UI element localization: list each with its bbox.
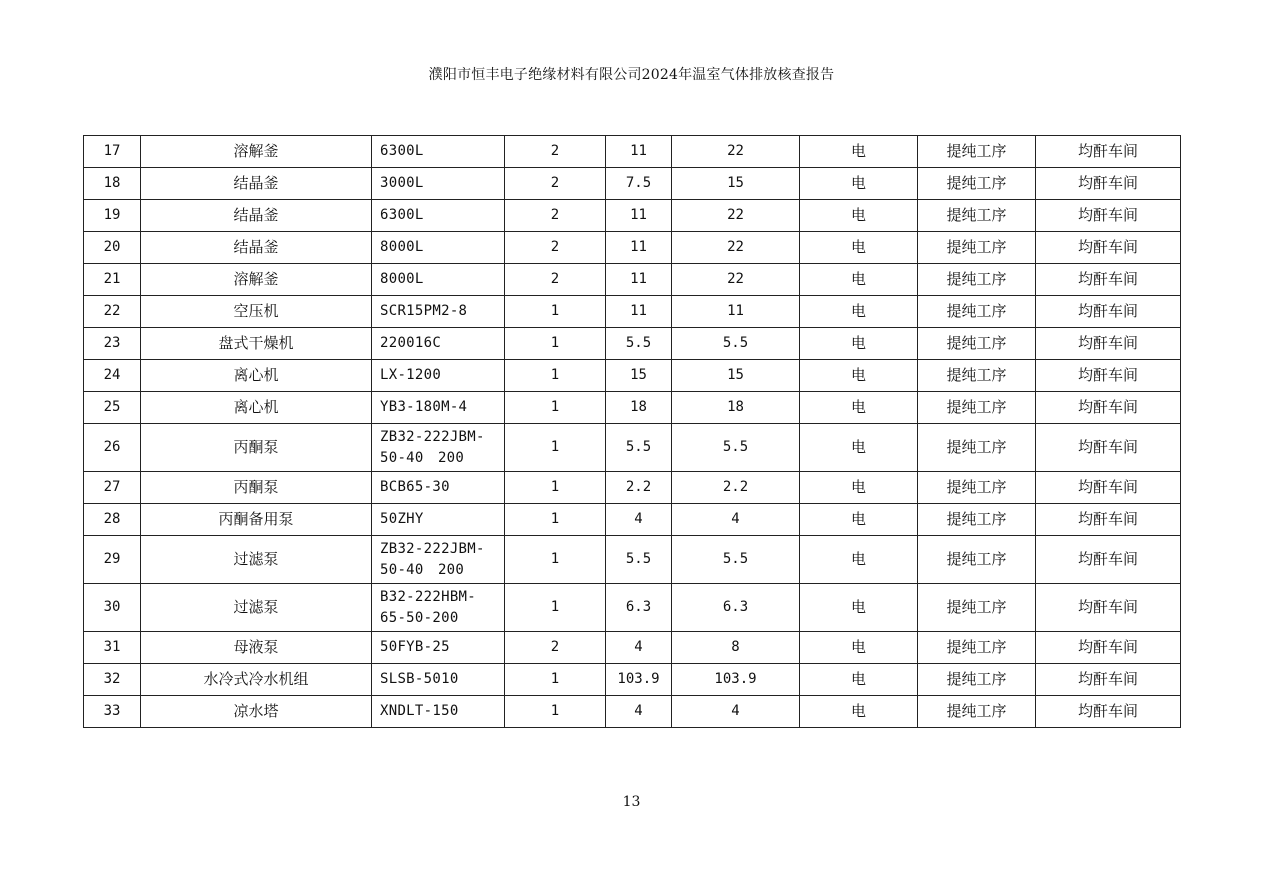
cell-total-power: 18 [672,392,800,424]
cell-total-power: 15 [672,168,800,200]
cell-energy-type: 电 [800,200,918,232]
cell-process: 提纯工序 [918,168,1036,200]
table-row [84,392,1181,424]
table-row [84,168,1181,200]
table-row [84,424,1181,472]
cell-process: 提纯工序 [918,200,1036,232]
cell-unit-power: 11 [606,200,672,232]
cell-energy-type: 电 [800,136,918,168]
cell-process: 提纯工序 [918,696,1036,728]
cell-index: 31 [84,632,141,664]
cell-unit-power: 6.3 [606,584,672,632]
cell-workshop: 均酐车间 [1036,664,1181,696]
cell-equipment-name: 过滤泵 [141,536,372,584]
cell-equipment-name: 结晶釜 [141,232,372,264]
cell-equipment-name: 母液泵 [141,632,372,664]
table-row [84,472,1181,504]
table-row [84,136,1181,168]
cell-total-power: 22 [672,232,800,264]
table-row [84,696,1181,728]
cell-process: 提纯工序 [918,664,1036,696]
cell-model: XNDLT-150 [372,696,505,728]
cell-unit-power: 5.5 [606,536,672,584]
cell-total-power: 4 [672,504,800,536]
table-row [84,632,1181,664]
cell-unit-power: 7.5 [606,168,672,200]
cell-unit-power: 5.5 [606,328,672,360]
cell-index: 22 [84,296,141,328]
table-row [84,504,1181,536]
table-row [84,264,1181,296]
cell-unit-power: 103.9 [606,664,672,696]
cell-model: 6300L [372,200,505,232]
cell-energy-type: 电 [800,392,918,424]
cell-quantity: 1 [505,424,606,472]
cell-model: LX-1200 [372,360,505,392]
cell-total-power: 11 [672,296,800,328]
cell-process: 提纯工序 [918,424,1036,472]
cell-quantity: 1 [505,296,606,328]
cell-model: 8000L [372,264,505,296]
cell-process: 提纯工序 [918,360,1036,392]
cell-total-power: 2.2 [672,472,800,504]
cell-model: 3000L [372,168,505,200]
cell-workshop: 均酐车间 [1036,168,1181,200]
cell-equipment-name: 过滤泵 [141,584,372,632]
cell-total-power: 4 [672,696,800,728]
cell-workshop: 均酐车间 [1036,504,1181,536]
cell-model: ZB32-222JBM-50-40 200 [372,536,505,584]
cell-index: 32 [84,664,141,696]
cell-energy-type: 电 [800,264,918,296]
cell-total-power: 6.3 [672,584,800,632]
cell-total-power: 5.5 [672,536,800,584]
cell-index: 27 [84,472,141,504]
cell-process: 提纯工序 [918,536,1036,584]
cell-equipment-name: 丙酮备用泵 [141,504,372,536]
cell-equipment-name: 盘式干燥机 [141,328,372,360]
cell-equipment-name: 丙酮泵 [141,424,372,472]
cell-quantity: 2 [505,264,606,296]
cell-index: 29 [84,536,141,584]
equipment-table [83,135,1181,728]
table-row [84,328,1181,360]
cell-index: 30 [84,584,141,632]
cell-equipment-name: 空压机 [141,296,372,328]
table-row [84,360,1181,392]
cell-model: SCR15PM2-8 [372,296,505,328]
cell-workshop: 均酐车间 [1036,200,1181,232]
cell-total-power: 5.5 [672,424,800,472]
cell-model: B32-222HBM-65-50-200 [372,584,505,632]
cell-equipment-name: 凉水塔 [141,696,372,728]
cell-process: 提纯工序 [918,584,1036,632]
cell-unit-power: 11 [606,264,672,296]
cell-unit-power: 18 [606,392,672,424]
cell-energy-type: 电 [800,632,918,664]
cell-quantity: 2 [505,168,606,200]
cell-model: 6300L [372,136,505,168]
cell-quantity: 1 [505,504,606,536]
page-number: 13 [622,794,641,810]
cell-energy-type: 电 [800,584,918,632]
cell-unit-power: 2.2 [606,472,672,504]
cell-total-power: 5.5 [672,328,800,360]
cell-process: 提纯工序 [918,232,1036,264]
cell-total-power: 22 [672,200,800,232]
cell-equipment-name: 结晶釜 [141,168,372,200]
cell-energy-type: 电 [800,472,918,504]
cell-quantity: 2 [505,136,606,168]
cell-equipment-name: 溶解釜 [141,264,372,296]
cell-quantity: 1 [505,584,606,632]
page-header-title: 濮阳市恒丰电子绝缘材料有限公司2024年温室气体排放核查报告 [428,67,835,83]
cell-quantity: 1 [505,696,606,728]
table-row [84,584,1181,632]
cell-process: 提纯工序 [918,632,1036,664]
cell-energy-type: 电 [800,296,918,328]
cell-energy-type: 电 [800,360,918,392]
cell-unit-power: 5.5 [606,424,672,472]
cell-equipment-name: 丙酮泵 [141,472,372,504]
cell-equipment-name: 结晶釜 [141,200,372,232]
table-row [84,296,1181,328]
cell-workshop: 均酐车间 [1036,696,1181,728]
cell-total-power: 22 [672,264,800,296]
cell-total-power: 103.9 [672,664,800,696]
cell-model: 220016C [372,328,505,360]
cell-process: 提纯工序 [918,264,1036,296]
cell-process: 提纯工序 [918,296,1036,328]
cell-workshop: 均酐车间 [1036,328,1181,360]
cell-energy-type: 电 [800,168,918,200]
cell-index: 17 [84,136,141,168]
cell-energy-type: 电 [800,664,918,696]
cell-model: ZB32-222JBM-50-40 200 [372,424,505,472]
cell-index: 24 [84,360,141,392]
cell-total-power: 15 [672,360,800,392]
cell-index: 26 [84,424,141,472]
cell-equipment-name: 溶解釜 [141,136,372,168]
cell-equipment-name: 离心机 [141,392,372,424]
cell-quantity: 2 [505,232,606,264]
cell-workshop: 均酐车间 [1036,232,1181,264]
cell-workshop: 均酐车间 [1036,632,1181,664]
table-row [84,232,1181,264]
cell-index: 25 [84,392,141,424]
cell-index: 33 [84,696,141,728]
cell-quantity: 1 [505,536,606,584]
cell-energy-type: 电 [800,536,918,584]
cell-workshop: 均酐车间 [1036,392,1181,424]
equipment-table-body [84,136,1181,728]
cell-quantity: 1 [505,392,606,424]
cell-index: 21 [84,264,141,296]
cell-energy-type: 电 [800,328,918,360]
table-row [84,536,1181,584]
cell-workshop: 均酐车间 [1036,360,1181,392]
cell-model: SLSB-5010 [372,664,505,696]
cell-workshop: 均酐车间 [1036,472,1181,504]
cell-quantity: 1 [505,360,606,392]
cell-workshop: 均酐车间 [1036,264,1181,296]
cell-model: 50ZHY [372,504,505,536]
cell-workshop: 均酐车间 [1036,136,1181,168]
cell-unit-power: 4 [606,504,672,536]
cell-equipment-name: 离心机 [141,360,372,392]
cell-total-power: 22 [672,136,800,168]
cell-workshop: 均酐车间 [1036,584,1181,632]
cell-process: 提纯工序 [918,392,1036,424]
cell-index: 18 [84,168,141,200]
cell-energy-type: 电 [800,504,918,536]
table-row [84,664,1181,696]
cell-equipment-name: 水冷式冷水机组 [141,664,372,696]
cell-model: YB3-180M-4 [372,392,505,424]
cell-index: 23 [84,328,141,360]
cell-total-power: 8 [672,632,800,664]
cell-unit-power: 11 [606,296,672,328]
cell-process: 提纯工序 [918,504,1036,536]
cell-unit-power: 11 [606,136,672,168]
cell-quantity: 1 [505,472,606,504]
cell-workshop: 均酐车间 [1036,424,1181,472]
cell-energy-type: 电 [800,232,918,264]
cell-workshop: 均酐车间 [1036,296,1181,328]
cell-workshop: 均酐车间 [1036,536,1181,584]
cell-unit-power: 4 [606,632,672,664]
cell-energy-type: 电 [800,696,918,728]
cell-unit-power: 11 [606,232,672,264]
cell-process: 提纯工序 [918,472,1036,504]
cell-model: BCB65-30 [372,472,505,504]
cell-process: 提纯工序 [918,328,1036,360]
cell-quantity: 2 [505,632,606,664]
cell-index: 28 [84,504,141,536]
table-row [84,200,1181,232]
cell-index: 19 [84,200,141,232]
cell-model: 50FYB-25 [372,632,505,664]
cell-unit-power: 15 [606,360,672,392]
cell-index: 20 [84,232,141,264]
cell-quantity: 1 [505,328,606,360]
cell-quantity: 1 [505,664,606,696]
cell-energy-type: 电 [800,424,918,472]
cell-unit-power: 4 [606,696,672,728]
cell-process: 提纯工序 [918,136,1036,168]
cell-model: 8000L [372,232,505,264]
cell-quantity: 2 [505,200,606,232]
